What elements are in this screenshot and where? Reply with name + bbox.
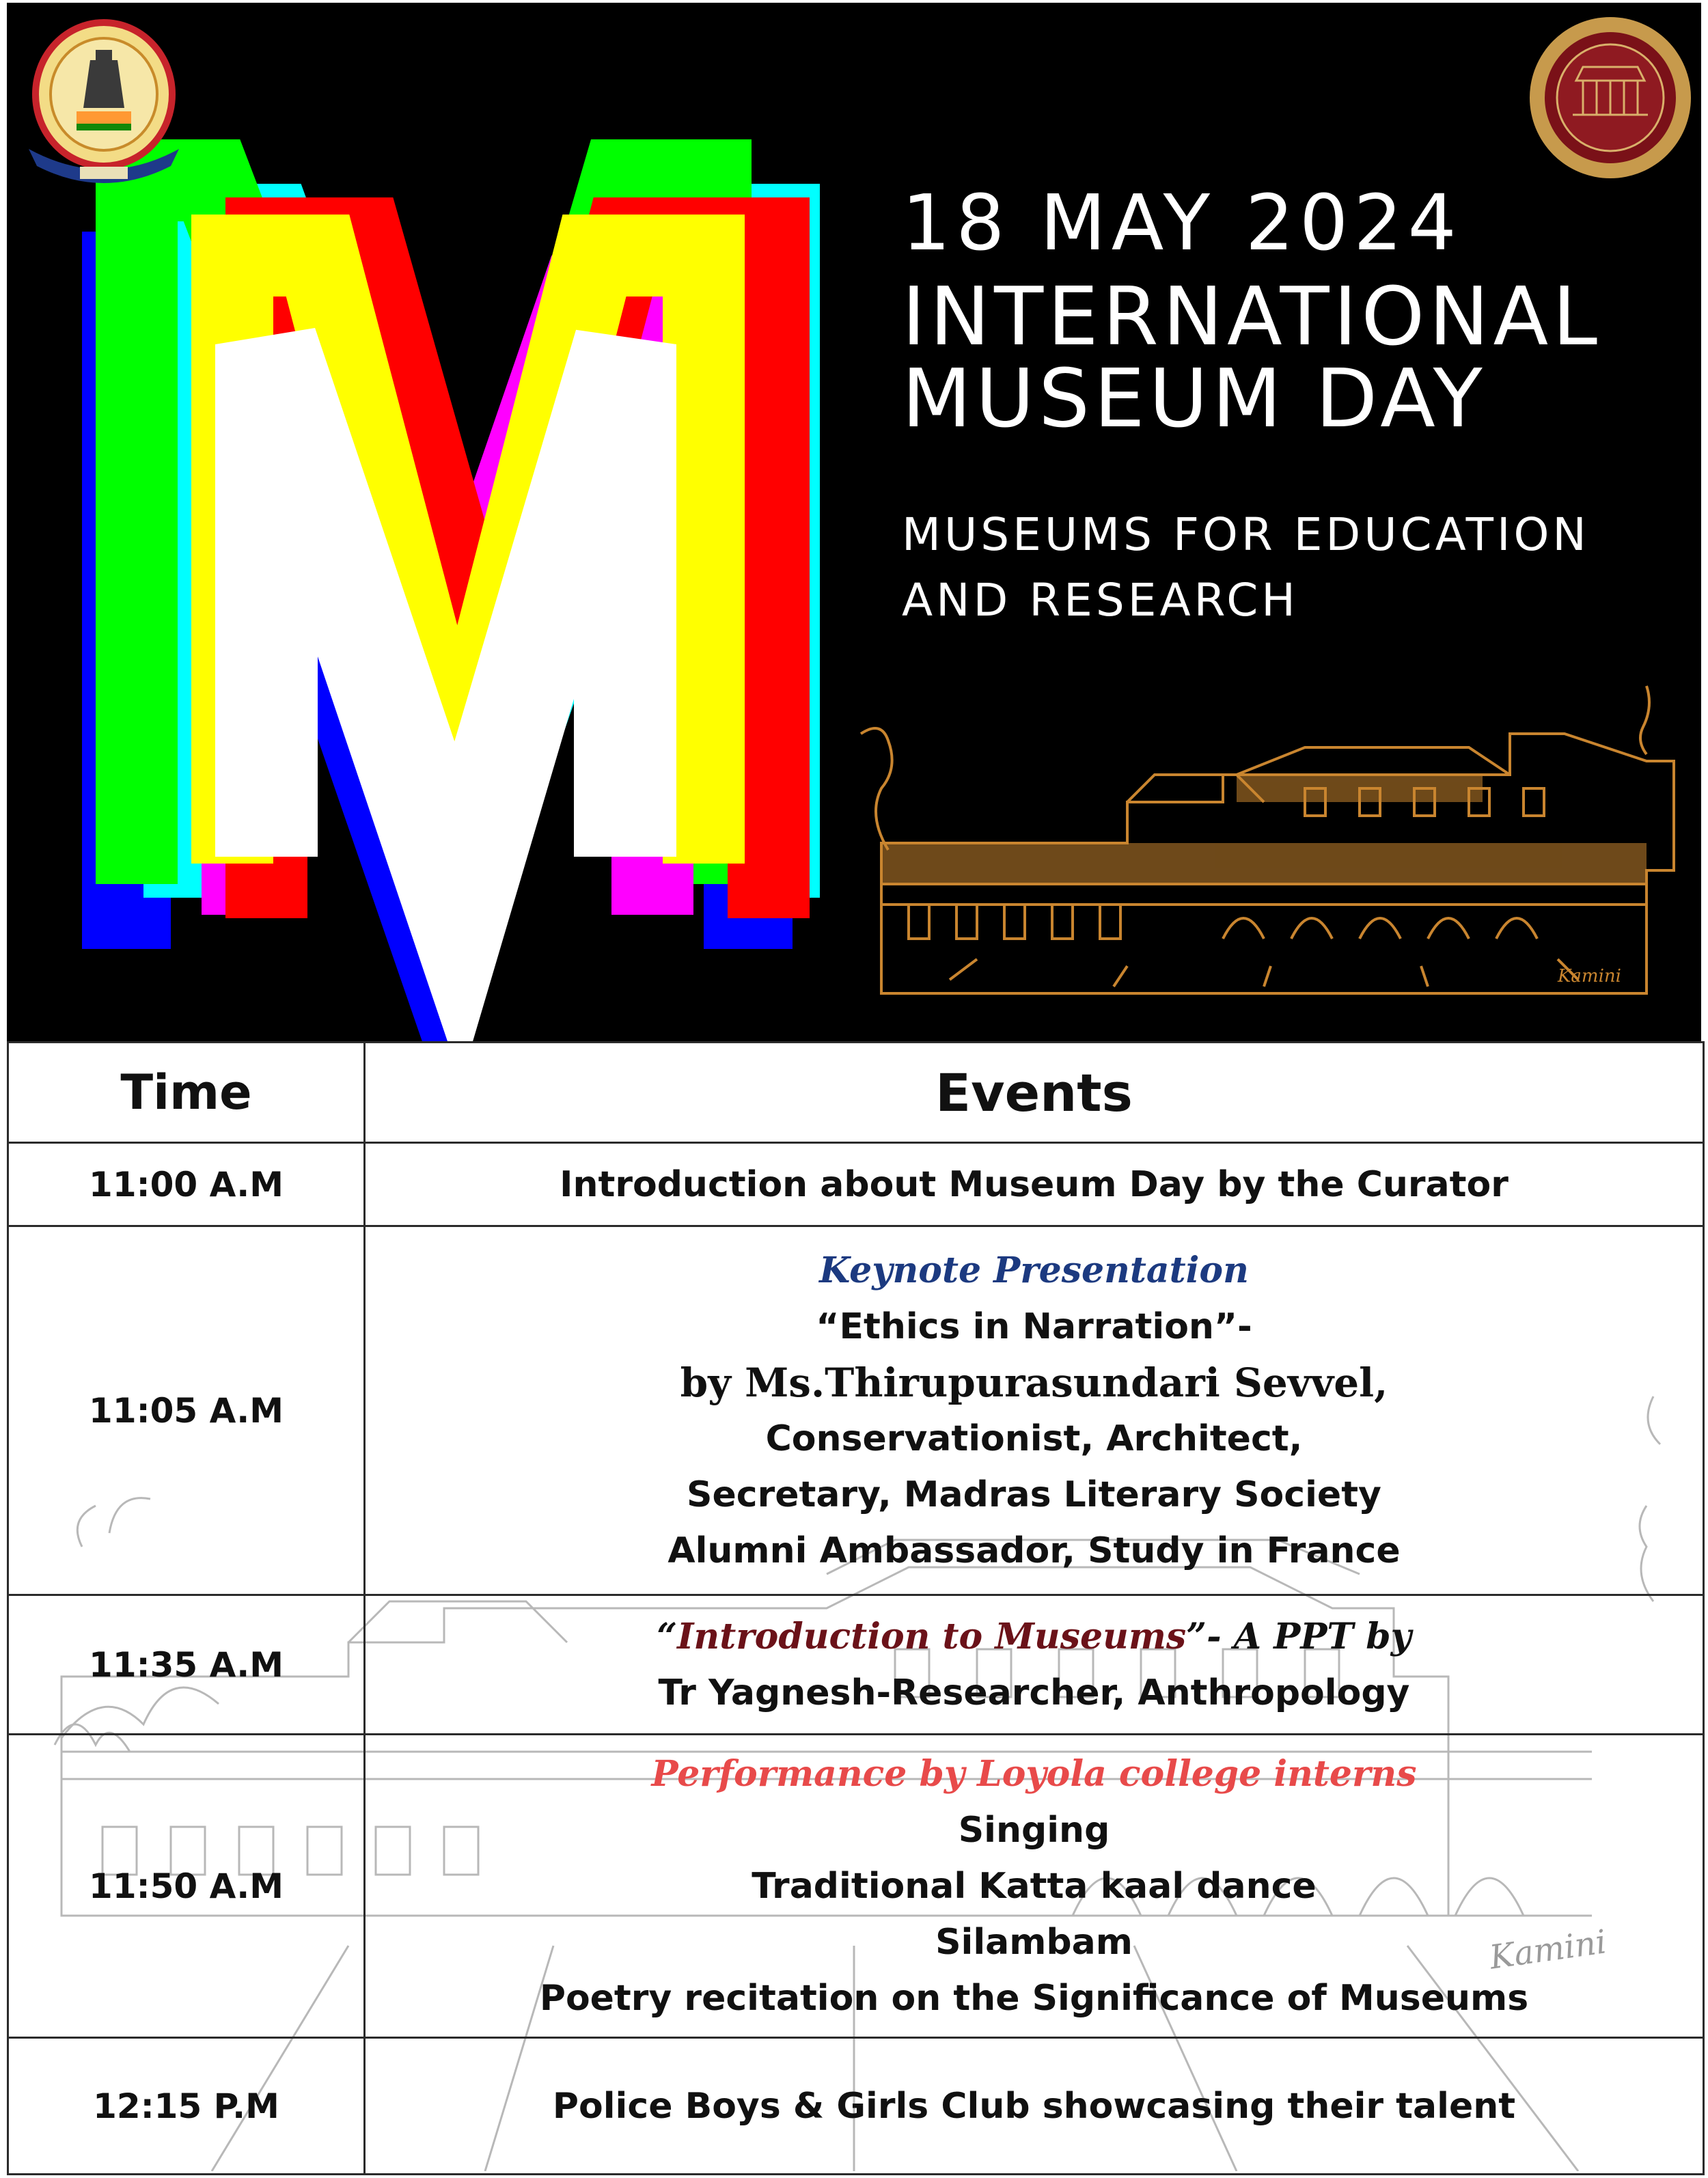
- event-cell: [365, 1226, 1704, 1595]
- table-row: [8, 2038, 1704, 2175]
- event-line: Alumni Ambassador, Study in France: [667, 1530, 1401, 1571]
- table-row: [8, 1595, 1704, 1735]
- event-cell: [365, 2038, 1704, 2175]
- time-cell: 12:15 P.M: [8, 2038, 365, 2175]
- event-line: “Ethics in Narration”-: [816, 1306, 1252, 1347]
- event-line: Singing: [958, 1809, 1110, 1851]
- keynote-heading: Keynote Presentation: [819, 1249, 1249, 1291]
- event-line: Conservationist, Architect,: [765, 1418, 1303, 1459]
- event-line: Secretary, Madras Literary Society: [687, 1474, 1381, 1515]
- table-row: [8, 1735, 1704, 2038]
- event-line: Traditional Katta kaal dance: [752, 1865, 1317, 1907]
- time-cell: 11:50 A.M: [8, 1735, 365, 2038]
- event-title-line-2: MUSEUM DAY: [902, 351, 1487, 445]
- event-line: Poetry recitation on the Significance of Museums: [539, 1977, 1529, 2019]
- speaker-name: by Ms.Thirupurasundari Sevvel,: [680, 1359, 1388, 1406]
- event-cell: [365, 1735, 1704, 2038]
- event-line: Police Boys & Girls Club showcasing their talent: [552, 2085, 1516, 2127]
- time-cell: 11:00 A.M: [8, 1143, 365, 1226]
- ppt-heading: [366, 1609, 1703, 1665]
- museum-building-sketch: [840, 679, 1681, 1000]
- event-title-line-1: INTERNATIONAL: [902, 269, 1602, 363]
- event-cell: [365, 1595, 1704, 1735]
- schedule-section: [7, 1041, 1703, 2171]
- table-row: [8, 1143, 1704, 1226]
- time-cell: 11:05 A.M: [8, 1226, 365, 1595]
- performance-heading: Performance by Loyola college interns: [651, 1752, 1417, 1795]
- table-row: [8, 1226, 1704, 1595]
- events-column-header: Events: [365, 1043, 1704, 1143]
- theme-line-1: MUSEUMS FOR EDUCATION: [902, 508, 1590, 561]
- time-column-header: Time: [8, 1043, 365, 1143]
- tamilnadu-police-museum-seal-icon: [1525, 12, 1696, 183]
- sketch-signature: Kamini: [1558, 966, 1621, 987]
- schedule-table: [7, 1041, 1705, 2175]
- watermark-signature: Kamini: [1487, 1922, 1609, 1977]
- event-line: Introduction about Museum Day by the Curator: [560, 1163, 1509, 1205]
- event-cell: [365, 1143, 1704, 1226]
- ppt-open-quote: “: [657, 1615, 678, 1657]
- table-header-row: [8, 1043, 1704, 1143]
- event-line: Silambam: [935, 1921, 1133, 1963]
- ppt-subtitle: ”- A PPT by: [1186, 1615, 1411, 1657]
- theme-line-2: AND RESEARCH: [902, 574, 1299, 626]
- greater-chennai-police-emblem-icon: [15, 12, 193, 183]
- event-line: Tr Yagnesh-Researcher, Anthropology: [658, 1672, 1410, 1713]
- time-cell: 11:35 A.M: [8, 1595, 365, 1735]
- event-date: 18 MAY 2024: [902, 179, 1462, 268]
- ppt-title: Introduction to Museums: [677, 1615, 1187, 1657]
- header-banner: [7, 3, 1701, 1041]
